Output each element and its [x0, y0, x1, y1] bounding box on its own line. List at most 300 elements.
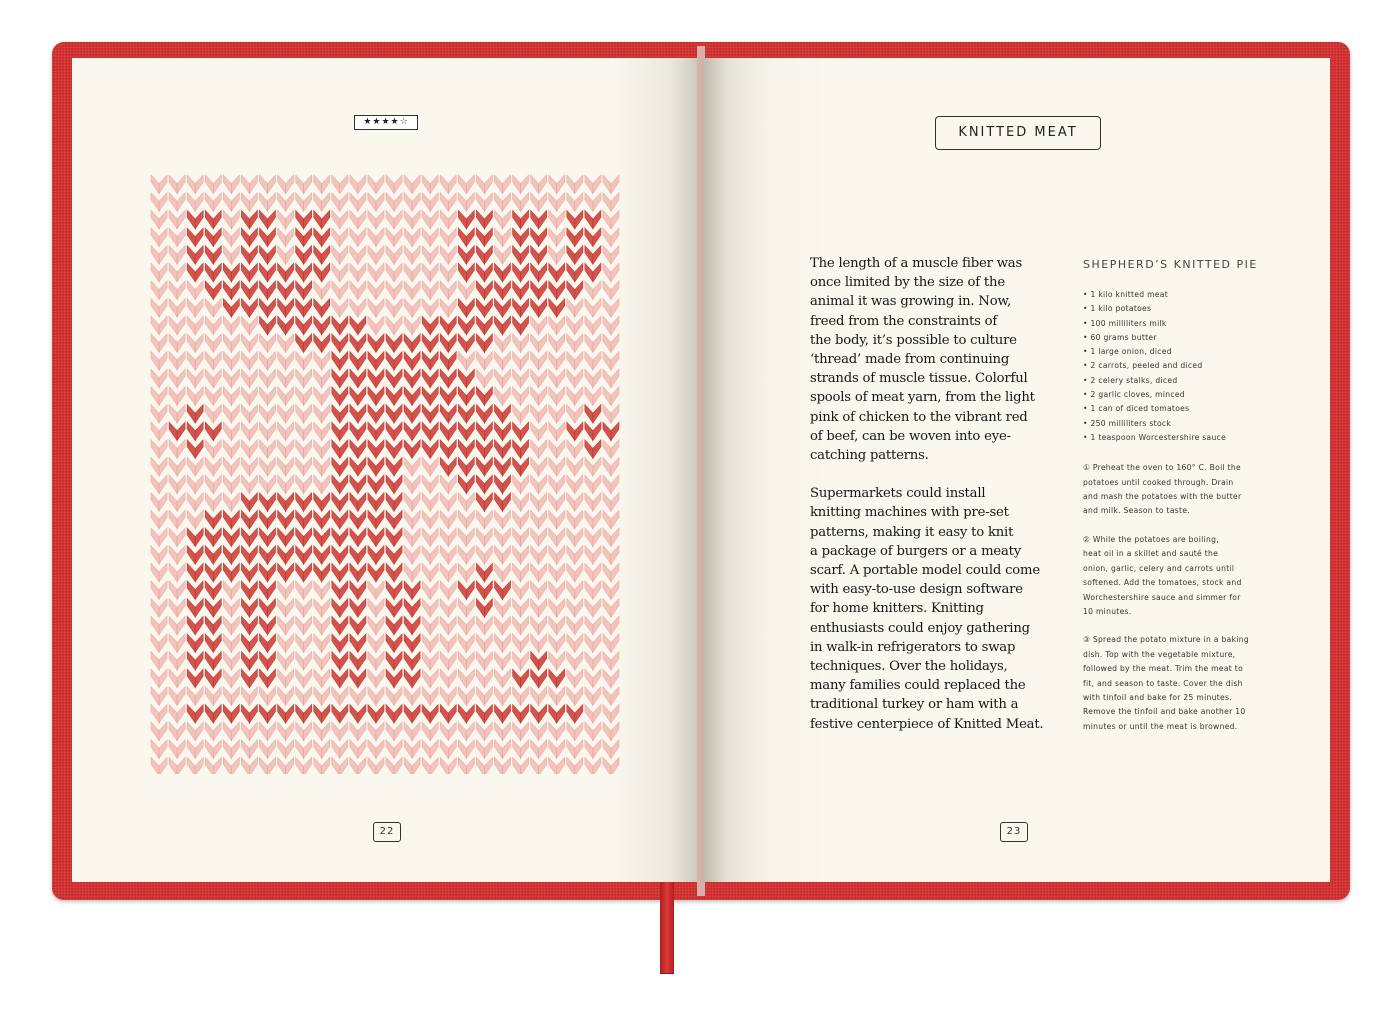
ingredient-item: • 2 celery stalks, diced: [1083, 374, 1283, 388]
knit-stitch: [241, 704, 257, 723]
knit-stitch: [567, 546, 583, 565]
knit-stitch: [368, 457, 384, 476]
knit-stitch: [585, 440, 601, 459]
knit-stitch: [205, 651, 221, 670]
knit-stitch: [549, 193, 565, 212]
knit-stitch: [567, 387, 583, 406]
knit-stitch: [567, 651, 583, 670]
ingredient-item: • 2 garlic cloves, minced: [1083, 388, 1283, 402]
knit-stitch: [386, 369, 402, 388]
knit-stitch: [603, 351, 619, 370]
knit-stitch: [187, 528, 203, 547]
knit-stitch: [241, 404, 257, 423]
knit-stitch: [368, 546, 384, 565]
knit-stitch: [151, 351, 167, 370]
knit-stitch: [531, 369, 547, 388]
knit-stitch: [332, 704, 348, 723]
knit-stitch: [440, 457, 456, 476]
knit-stitch: [603, 722, 619, 741]
knit-stitch: [332, 581, 348, 600]
knit-stitch: [603, 440, 619, 459]
knit-stitch: [278, 316, 294, 335]
knit-stitch: [567, 634, 583, 653]
knit-stitch: [585, 599, 601, 618]
knit-stitch: [223, 599, 239, 618]
knit-stitch: [513, 510, 529, 529]
knit-stitch: [458, 404, 474, 423]
knit-stitch: [458, 351, 474, 370]
knit-stitch: [169, 634, 185, 653]
knit-stitch: [151, 299, 167, 318]
knit-stitch: [332, 246, 348, 265]
knit-stitch: [567, 528, 583, 547]
knit-stitch: [187, 669, 203, 688]
knit-stitch: [314, 687, 330, 706]
knit-stitch: [549, 334, 565, 353]
knit-stitch: [404, 616, 420, 635]
knit-stitch: [241, 475, 257, 494]
knit-stitch: [549, 704, 565, 723]
knit-stitch: [404, 493, 420, 512]
knit-stitch: [494, 281, 510, 300]
knit-stitch: [205, 299, 221, 318]
knit-stitch: [494, 316, 510, 335]
knit-stitch: [241, 369, 257, 388]
knit-stitch: [549, 722, 565, 741]
knit-stitch: [296, 281, 312, 300]
knit-stitch: [513, 369, 529, 388]
knit-stitch: [187, 210, 203, 229]
knit-stitch: [259, 457, 275, 476]
knit-stitch: [223, 493, 239, 512]
knit-stitch: [494, 299, 510, 318]
knit-stitch: [296, 404, 312, 423]
knit-stitch: [151, 387, 167, 406]
knit-stitch: [603, 581, 619, 600]
knit-stitch: [531, 528, 547, 547]
knit-stitch: [603, 704, 619, 723]
knit-stitch: [422, 510, 438, 529]
knit-stitch: [422, 316, 438, 335]
knit-stitch: [513, 475, 529, 494]
knit-stitch: [223, 757, 239, 774]
knit-stitch: [567, 740, 583, 759]
knit-stitch: [368, 404, 384, 423]
knit-stitch: [476, 616, 492, 635]
knit-stitch: [513, 334, 529, 353]
knit-stitch: [386, 722, 402, 741]
chapter-title: KNITTED MEAT: [935, 116, 1101, 150]
knit-stitch: [513, 651, 529, 670]
knit-stitch: [169, 422, 185, 441]
knit-stitch: [386, 440, 402, 459]
knit-stitch: [259, 246, 275, 265]
right-page: [702, 58, 1330, 882]
knit-stitch: [241, 669, 257, 688]
knit-stitch: [259, 651, 275, 670]
knit-stitch: [567, 246, 583, 265]
knit-stitch: [314, 281, 330, 300]
knit-stitch: [458, 228, 474, 247]
knit-stitch: [585, 299, 601, 318]
knit-stitch: [513, 546, 529, 565]
knit-stitch: [513, 246, 529, 265]
knit-stitch: [531, 740, 547, 759]
knit-stitch: [259, 528, 275, 547]
knit-stitch: [223, 404, 239, 423]
knit-stitch: [187, 563, 203, 582]
knit-stitch: [567, 263, 583, 282]
knit-stitch: [314, 757, 330, 774]
knit-stitch: [350, 563, 366, 582]
knit-stitch: [531, 175, 547, 194]
knit-stitch: [476, 299, 492, 318]
knit-stitch: [585, 387, 601, 406]
knit-stitch: [549, 616, 565, 635]
knit-stitch: [259, 757, 275, 774]
knit-stitch: [259, 175, 275, 194]
knit-stitch: [296, 422, 312, 441]
knit-stitch: [332, 299, 348, 318]
knit-stitch: [585, 704, 601, 723]
knit-stitch: [368, 704, 384, 723]
knit-stitch: [549, 475, 565, 494]
star-rating: ★★★★☆: [354, 115, 418, 130]
knit-stitch: [549, 440, 565, 459]
knit-stitch: [350, 599, 366, 618]
knit-stitch: [151, 193, 167, 212]
knit-stitch: [241, 740, 257, 759]
knit-stitch: [350, 228, 366, 247]
knit-stitch: [404, 634, 420, 653]
knit-stitch: [476, 475, 492, 494]
knit-stitch: [567, 510, 583, 529]
knit-stitch: [278, 669, 294, 688]
knit-stitch: [296, 387, 312, 406]
knit-stitch: [531, 281, 547, 300]
knit-stitch: [386, 740, 402, 759]
recipe-step-3: ③ Spread the potato mixture in a baking dish. Top with the vegetable mixture, followed by the meat. Trim the meat to fit, and season to taste. Cover the dish with tinfoil and bake for 25 minutes. Remove the tinfoil and bake another 10 minutes or until the meat is browned.: [1083, 635, 1249, 731]
knit-stitch: [241, 687, 257, 706]
knit-stitch: [494, 175, 510, 194]
knit-stitch: [332, 546, 348, 565]
knit-stitch: [476, 528, 492, 547]
knit-stitch: [476, 634, 492, 653]
knit-stitch: [259, 263, 275, 282]
knit-stitch: [205, 704, 221, 723]
knit-stitch: [494, 387, 510, 406]
knit-stitch: [350, 704, 366, 723]
knit-stitch: [603, 546, 619, 565]
knit-stitch: [350, 246, 366, 265]
knit-stitch: [404, 351, 420, 370]
knit-stitch: [440, 475, 456, 494]
knit-stitch: [205, 510, 221, 529]
knit-stitch: [187, 722, 203, 741]
knit-stitch: [332, 175, 348, 194]
knit-stitch: [296, 651, 312, 670]
knit-stitch: [386, 404, 402, 423]
knit-stitch: [241, 546, 257, 565]
knit-stitch: [223, 651, 239, 670]
knit-stitch: [404, 669, 420, 688]
knit-stitch: [531, 440, 547, 459]
knit-stitch: [296, 369, 312, 388]
knit-stitch: [476, 669, 492, 688]
knit-stitch: [223, 528, 239, 547]
knit-stitch: [187, 440, 203, 459]
knit-stitch: [386, 387, 402, 406]
knit-stitch: [278, 351, 294, 370]
knit-stitch: [296, 687, 312, 706]
knit-stitch: [151, 175, 167, 194]
knit-stitch: [314, 704, 330, 723]
knit-stitch: [151, 704, 167, 723]
knit-stitch: [169, 457, 185, 476]
knit-stitch: [494, 404, 510, 423]
knit-stitch: [494, 422, 510, 441]
knit-stitch: [314, 546, 330, 565]
knit-stitch: [404, 316, 420, 335]
knit-stitch: [386, 175, 402, 194]
knit-stitch: [585, 722, 601, 741]
knit-stitch: [549, 422, 565, 441]
knit-stitch: [151, 246, 167, 265]
knit-stitch: [368, 422, 384, 441]
knit-stitch: [350, 440, 366, 459]
knit-stitch: [205, 528, 221, 547]
knit-stitch: [296, 563, 312, 582]
knit-stitch: [531, 651, 547, 670]
knit-stitch: [223, 299, 239, 318]
knit-stitch: [404, 193, 420, 212]
knit-stitch: [259, 210, 275, 229]
knit-stitch: [350, 740, 366, 759]
knit-stitch: [567, 599, 583, 618]
knit-stitch: [350, 422, 366, 441]
knit-stitch: [205, 457, 221, 476]
knit-stitch: [531, 581, 547, 600]
knit-stitch: [151, 634, 167, 653]
knit-stitch: [476, 704, 492, 723]
knit-stitch: [567, 369, 583, 388]
knit-stitch: [332, 334, 348, 353]
knit-stitch: [241, 281, 257, 300]
knit-stitch: [368, 634, 384, 653]
knit-stitch: [296, 704, 312, 723]
knit-stitch: [151, 457, 167, 476]
knit-stitch: [422, 475, 438, 494]
knit-stitch: [278, 457, 294, 476]
knit-stitch: [169, 651, 185, 670]
knit-stitch: [549, 546, 565, 565]
knit-stitch: [368, 316, 384, 335]
knit-stitch: [368, 651, 384, 670]
knit-stitch: [241, 299, 257, 318]
knit-stitch: [422, 210, 438, 229]
knit-stitch: [169, 704, 185, 723]
knit-stitch: [531, 546, 547, 565]
knit-stitch: [585, 351, 601, 370]
knit-stitch: [350, 369, 366, 388]
knit-stitch: [296, 193, 312, 212]
knit-stitch: [350, 722, 366, 741]
knit-stitch: [458, 510, 474, 529]
knit-stitch: [296, 546, 312, 565]
knit-stitch: [422, 581, 438, 600]
knit-stitch: [368, 387, 384, 406]
knit-stitch: [404, 422, 420, 441]
knit-stitch: [549, 369, 565, 388]
knit-stitch: [567, 669, 583, 688]
knit-stitch: [241, 351, 257, 370]
knit-stitch: [422, 228, 438, 247]
knit-stitch: [404, 246, 420, 265]
knit-stitch: [603, 369, 619, 388]
knit-stitch: [296, 722, 312, 741]
knit-stitch: [440, 281, 456, 300]
knit-stitch: [223, 740, 239, 759]
knit-stitch: [386, 228, 402, 247]
knit-stitch: [513, 757, 529, 774]
knit-stitch: [567, 757, 583, 774]
knit-stitch: [440, 722, 456, 741]
knit-stitch: [314, 351, 330, 370]
knit-stitch: [296, 616, 312, 635]
knit-stitch: [259, 193, 275, 212]
knit-stitch: [513, 281, 529, 300]
knit-stitch: [314, 581, 330, 600]
knit-stitch: [494, 634, 510, 653]
knit-stitch: [332, 404, 348, 423]
knit-stitch: [169, 246, 185, 265]
knit-stitch: [422, 281, 438, 300]
knit-stitch: [494, 440, 510, 459]
knit-stitch: [314, 299, 330, 318]
knit-stitch: [513, 634, 529, 653]
knit-stitch: [187, 634, 203, 653]
knit-stitch: [223, 457, 239, 476]
bookmark-ribbon[interactable]: [660, 870, 674, 974]
knit-stitch: [440, 563, 456, 582]
knit-stitch: [314, 493, 330, 512]
knit-stitch: [567, 440, 583, 459]
knit-stitch: [458, 722, 474, 741]
knit-stitch: [458, 616, 474, 635]
knit-stitch: [386, 669, 402, 688]
knit-stitch: [585, 263, 601, 282]
knit-stitch: [603, 651, 619, 670]
knit-stitch: [187, 334, 203, 353]
knit-stitch: [603, 422, 619, 441]
knit-stitch: [458, 634, 474, 653]
knit-stitch: [223, 228, 239, 247]
knit-stitch: [350, 263, 366, 282]
knit-stitch: [422, 616, 438, 635]
knit-stitch: [404, 757, 420, 774]
knit-stitch: [278, 210, 294, 229]
knit-stitch: [422, 457, 438, 476]
knit-stitch: [278, 704, 294, 723]
knit-stitch: [332, 369, 348, 388]
knit-stitch: [205, 369, 221, 388]
knit-stitch: [368, 351, 384, 370]
page-number-right: 23: [1000, 822, 1028, 842]
knit-stitch: [549, 246, 565, 265]
left-page: [72, 58, 702, 882]
knit-stitch: [458, 193, 474, 212]
knit-stitch: [585, 475, 601, 494]
knit-stitch: [350, 757, 366, 774]
knit-stitch: [603, 263, 619, 282]
knit-stitch: [350, 493, 366, 512]
knit-stitch: [603, 493, 619, 512]
knit-stitch: [169, 687, 185, 706]
knit-stitch: [278, 528, 294, 547]
knit-stitch: [169, 510, 185, 529]
knit-stitch: [476, 493, 492, 512]
knit-stitch: [567, 493, 583, 512]
knit-stitch: [440, 334, 456, 353]
knit-stitch: [567, 299, 583, 318]
knit-stitch: [440, 193, 456, 212]
knit-stitch: [350, 687, 366, 706]
knit-stitch: [422, 669, 438, 688]
knit-stitch: [531, 351, 547, 370]
knit-stitch: [296, 599, 312, 618]
knit-stitch: [332, 651, 348, 670]
knit-stitch: [151, 210, 167, 229]
knit-stitch: [332, 493, 348, 512]
knit-stitch: [241, 193, 257, 212]
knit-stitch: [332, 722, 348, 741]
knit-stitch: [386, 210, 402, 229]
knit-stitch: [422, 563, 438, 582]
knit-stitch: [567, 687, 583, 706]
knit-stitch: [241, 228, 257, 247]
knit-stitch: [368, 475, 384, 494]
knit-stitch: [549, 493, 565, 512]
knit-stitch: [205, 404, 221, 423]
knit-stitch: [151, 281, 167, 300]
knit-stitch: [567, 581, 583, 600]
knit-stitch: [151, 546, 167, 565]
knit-stitch: [404, 651, 420, 670]
knit-stitch: [494, 563, 510, 582]
knit-stitch: [187, 687, 203, 706]
knitted-moose-illustration: [150, 174, 620, 774]
ingredient-item: • 1 kilo potatoes: [1083, 302, 1283, 316]
knit-stitch: [549, 404, 565, 423]
knit-stitch: [386, 475, 402, 494]
knit-stitch: [205, 440, 221, 459]
body-paragraph: Supermarkets could install knitting machines with pre-set patterns, making it easy to knit a package of burgers or a meaty scarf. A portable model could come with easy-to-use design software for home knitters. Knitting enthusiasts could enjoy gathering in walk-in refrigerators to swap techniques. Over the holidays, many families could replaced the traditional turkey or ham with a festive centerpiece of Knitted Meat.: [810, 486, 1044, 732]
knit-stitch: [585, 210, 601, 229]
knit-stitch: [169, 740, 185, 759]
knit-stitch: [513, 193, 529, 212]
knit-stitch: [187, 387, 203, 406]
knit-stitch: [368, 175, 384, 194]
knit-stitch: [531, 493, 547, 512]
knit-stitch: [368, 334, 384, 353]
knit-stitch: [494, 704, 510, 723]
knit-stitch: [368, 599, 384, 618]
knit-stitch: [585, 422, 601, 441]
knit-stitch: [585, 740, 601, 759]
knit-stitch: [494, 493, 510, 512]
knit-stitch: [404, 704, 420, 723]
knit-stitch: [205, 210, 221, 229]
